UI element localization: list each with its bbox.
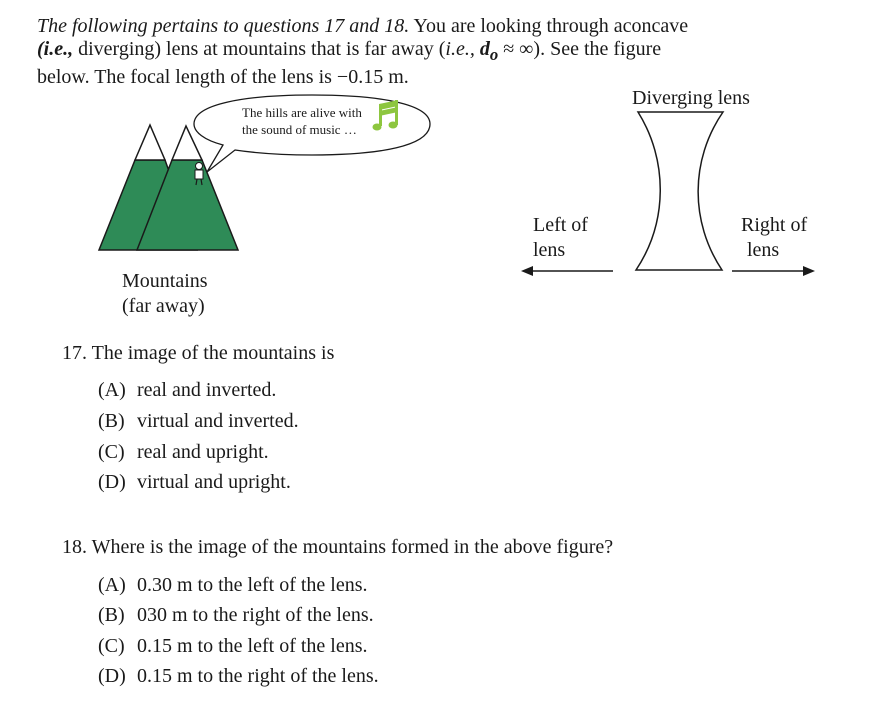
diverging-lens xyxy=(636,112,723,270)
right-of-lens-label-1: Right of xyxy=(741,214,808,236)
intro-ie-bold: (i.e., xyxy=(37,38,74,60)
question-18-option-c xyxy=(98,634,368,658)
option-letter: (D) xyxy=(98,471,126,493)
question-18-option-a xyxy=(98,573,368,597)
bubble-line-2: the sound of music … xyxy=(242,122,357,137)
option-letter: (B) xyxy=(98,604,125,626)
left-of-lens-label-2: lens xyxy=(533,239,566,261)
object-distance-symbol: d xyxy=(474,38,490,60)
option-text: real and inverted. xyxy=(137,379,277,401)
intro-text-end: ≈ ∞). See the figure xyxy=(498,38,662,60)
option-letter: (A) xyxy=(98,574,126,596)
option-letter: (B) xyxy=(98,410,125,432)
intro-ie-italic: i.e., xyxy=(445,38,475,60)
option-text: 030 m to the right of the lens. xyxy=(137,604,374,626)
left-arrow-icon xyxy=(521,266,613,276)
option-text: virtual and inverted. xyxy=(137,410,299,432)
question-17-option-d xyxy=(98,470,291,494)
right-of-lens-label-2: lens xyxy=(747,239,780,261)
intro-text: diverging) lens at mountains that is far away ( xyxy=(73,38,446,60)
option-text: 0.15 m to the right of the lens. xyxy=(137,665,379,687)
question-17-option-b xyxy=(98,409,299,433)
question-18-stem: 18. Where is the image of the mountains formed in the above figure? xyxy=(62,536,614,558)
option-text: 0.15 m to the left of the lens. xyxy=(137,635,368,657)
left-of-lens-label-1: Left of xyxy=(533,214,588,236)
option-letter: (C) xyxy=(98,635,125,657)
left-mountain-snow xyxy=(135,125,165,160)
question-17-stem: 17. The image of the mountains is xyxy=(62,342,335,364)
option-letter: (D) xyxy=(98,665,126,687)
question-18-option-d xyxy=(98,664,379,688)
mountains-label: Mountains xyxy=(122,270,208,292)
object-distance-subscript: o xyxy=(489,45,499,64)
right-arrow-icon xyxy=(732,266,815,276)
option-letter: (A) xyxy=(98,379,126,401)
question-17-option-a xyxy=(98,378,276,402)
question-18-option-b xyxy=(98,603,374,627)
intro-lead: The following pertains to questions 17 and 18. xyxy=(37,15,410,37)
option-text: 0.30 m to the left of the lens. xyxy=(137,574,368,596)
intro-line-3: below. The focal length of the lens is −0.15 m. xyxy=(37,66,409,88)
intro-part1: You are looking through aconcave xyxy=(409,15,689,37)
bubble-line-1: The hills are alive with xyxy=(242,105,362,120)
option-text: virtual and upright. xyxy=(137,471,291,493)
question-17-option-c xyxy=(98,440,269,464)
option-letter: (C) xyxy=(98,441,125,463)
option-text: real and upright. xyxy=(137,441,269,463)
lens-title: Diverging lens xyxy=(632,87,750,109)
mountains-sublabel: (far away) xyxy=(122,295,205,317)
